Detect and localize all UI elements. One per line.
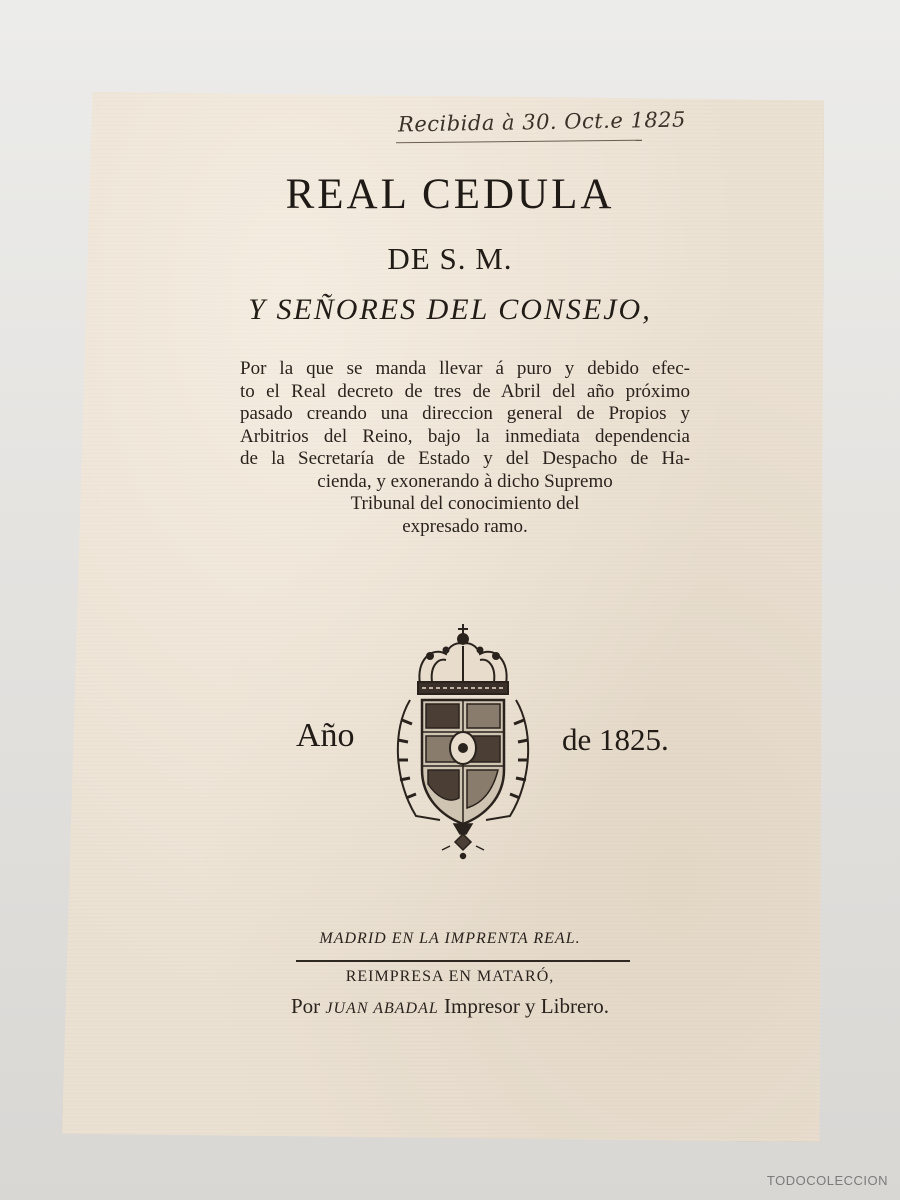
year-value: de 1825.: [562, 722, 669, 757]
summary-line: pasado creando una direccion general de Propios y: [240, 403, 690, 424]
summary-line: Tribunal del conocimiento del: [350, 493, 580, 514]
handwritten-receipt-note: Recibida à 30. Oct.e 1825: [397, 107, 687, 137]
royal-coat-of-arms-icon: [380, 620, 546, 860]
decree-summary: [240, 358, 690, 538]
summary-line: to el Real decreto de tres de Abril del año próximo: [240, 380, 690, 402]
document-title: REAL CEDULA: [285, 171, 615, 218]
imprint-mataro: REIMPRESA EN MATARÓ,: [345, 968, 555, 985]
summary-line: expresado ramo.: [402, 515, 528, 537]
site-watermark: TODOCOLECCION: [766, 1173, 888, 1188]
summary-line: de la Secretaría de Estado y del Despacho de Ha-: [240, 448, 690, 469]
year-label: Año: [296, 717, 355, 754]
summary-line: Arbitrios del Reino, bajo la inmediata dependencia: [240, 425, 690, 447]
summary-line: Por la que se manda llevar á puro y debido efec-: [240, 358, 690, 379]
imprint-divider: [296, 960, 630, 962]
document-subtitle-council: Y SEÑORES DEL CONSEJO,: [248, 293, 652, 326]
imprint-printer-prefix: Por: [290, 994, 321, 1018]
imprint-printer-suffix: Impresor y Librero.: [444, 994, 610, 1018]
summary-line: cienda, y exonerando à dicho Supremo: [317, 470, 613, 492]
imprint-printer: [0, 994, 900, 1019]
imprint-madrid: MADRID EN LA IMPRENTA REAL.: [319, 930, 581, 947]
imprint-printer-name: JUAN ABADAL: [325, 1000, 439, 1017]
document-subtitle: DE S. M.: [387, 241, 513, 276]
